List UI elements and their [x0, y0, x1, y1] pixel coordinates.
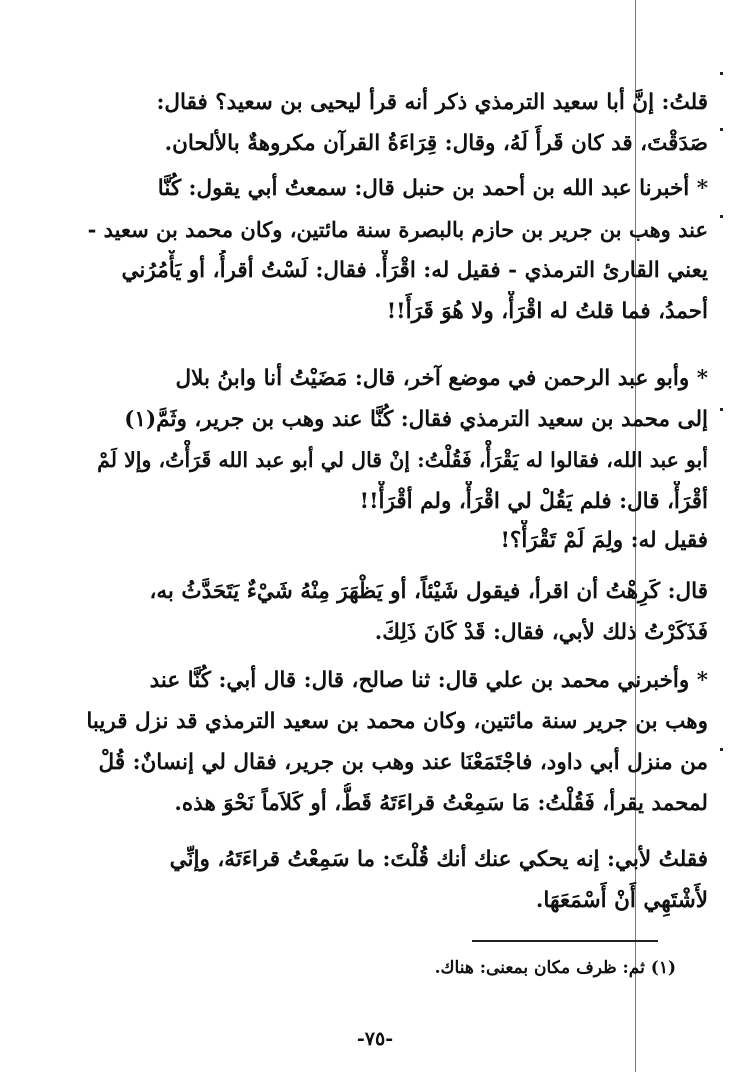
text-line: أقْرَأْ، قال: فلم يَقُلْ لي اقْرَأْ، ولم أقْرَأْ!!: [359, 489, 708, 514]
text-line: من منزل أبي داود، فاجْتَمَعْنَا عند وهب بن جرير، فقال لي إنسانٌ: قُلْ: [98, 750, 708, 775]
margin-mark: [720, 408, 723, 411]
text-line: صَدَقْتَ، قد كان قَرأَ لَهُ، وقال: قِرَاءَةُ القرآن مكروهةٌ بالألحان.: [164, 131, 708, 156]
text-line: فقلتُ لأبي: إنه يحكي عنك أنك قُلْتَ: ما سَمِعْتُ قراءَتَهُ، وإنِّي: [169, 847, 708, 872]
paragraph: [86, 571, 708, 653]
paragraph: [86, 358, 708, 522]
margin-mark: [720, 748, 723, 751]
footnote: (١) ثم: ظرف مكان بمعنى: هناك.: [434, 958, 676, 978]
paragraph: [86, 82, 708, 164]
paragraph: [86, 168, 708, 332]
text-line: أبو عبد الله، فقالوا له يَقْرَأْ، فَقُلْتُ: إنْ قال لي أبو عبد الله قَرَأْتُ، وإلا لَمْ: [97, 448, 708, 472]
footnote-separator: [472, 940, 658, 942]
text-line: إلى محمد بن سعيد الترمذي فقال: كُنَّا عند وهب بن جرير، وثَمَّ(١): [124, 407, 708, 432]
margin-mark: [720, 72, 723, 75]
text-line: * وأخبرني محمد بن علي قال: ثنا صالح، قال: قال أبي: كُنَّا عند: [149, 668, 708, 693]
text-line: عند وهب بن جرير بن حازم بالبصرة سنة مائتين، وكان محمد بن سعيد -: [87, 217, 708, 242]
text-line: قلتُ: إنَّ أبا سعيد الترمذي ذكر أنه قرأ ليحيى بن سعيد؟ فقال:: [156, 90, 708, 115]
text-line: لأَشْتَهِي أَنْ أَسْمَعَهَا.: [535, 888, 708, 913]
text-line: * أخبرنا عبد الله بن أحمد بن حنبل قال: سمعتُ أبي يقول: كُنَّا: [157, 176, 708, 201]
page-number: -٧٥-: [356, 1028, 394, 1050]
text-line: * وأبو عبد الرحمن في موضع آخر، قال: مَضَيْتُ أنا وابنُ بلال: [175, 366, 708, 391]
text-line: أحمدُ، فما قلتُ له اقْرَأْ، ولا هُوَ قَرَأَ!!: [386, 299, 708, 324]
text-line: فَذَكَرْتُ ذلك لأبي، فقال: قَدْ كَانَ ذَلِكَ.: [374, 620, 708, 645]
paragraph: [86, 660, 708, 824]
text-line: وهب بن جرير سنة مائتين، وكان محمد بن سعيد الترمذي قد نزل قريبا: [86, 709, 708, 734]
paragraph: [86, 520, 708, 561]
margin-mark: [720, 128, 723, 131]
text-line: فقيل له: ولِمَ لَمْ تَقْرَأْ؟!: [500, 528, 708, 553]
margin-mark: [720, 215, 723, 218]
text-line: قال: كَرِهْتُ أن اقرأ، فيقول شَيْئاً، أو يَظْهَرَ مِنْهُ شَيْءٌ يَتَحَدَّثُ به،: [149, 579, 708, 604]
text-line: يعني القارئ الترمذي - فقيل له: اقْرَأْ. فقال: لَسْتُ أقرأُ، أو يَأْمُرُني: [121, 258, 708, 283]
text-line: لمحمد يقرأ، فَقُلْتُ: مَا سَمِعْتُ قراءَتَهُ قَطُّ، أو كَلاَماً نَحْوَ هذه.: [174, 791, 708, 816]
paragraph: [86, 839, 708, 921]
